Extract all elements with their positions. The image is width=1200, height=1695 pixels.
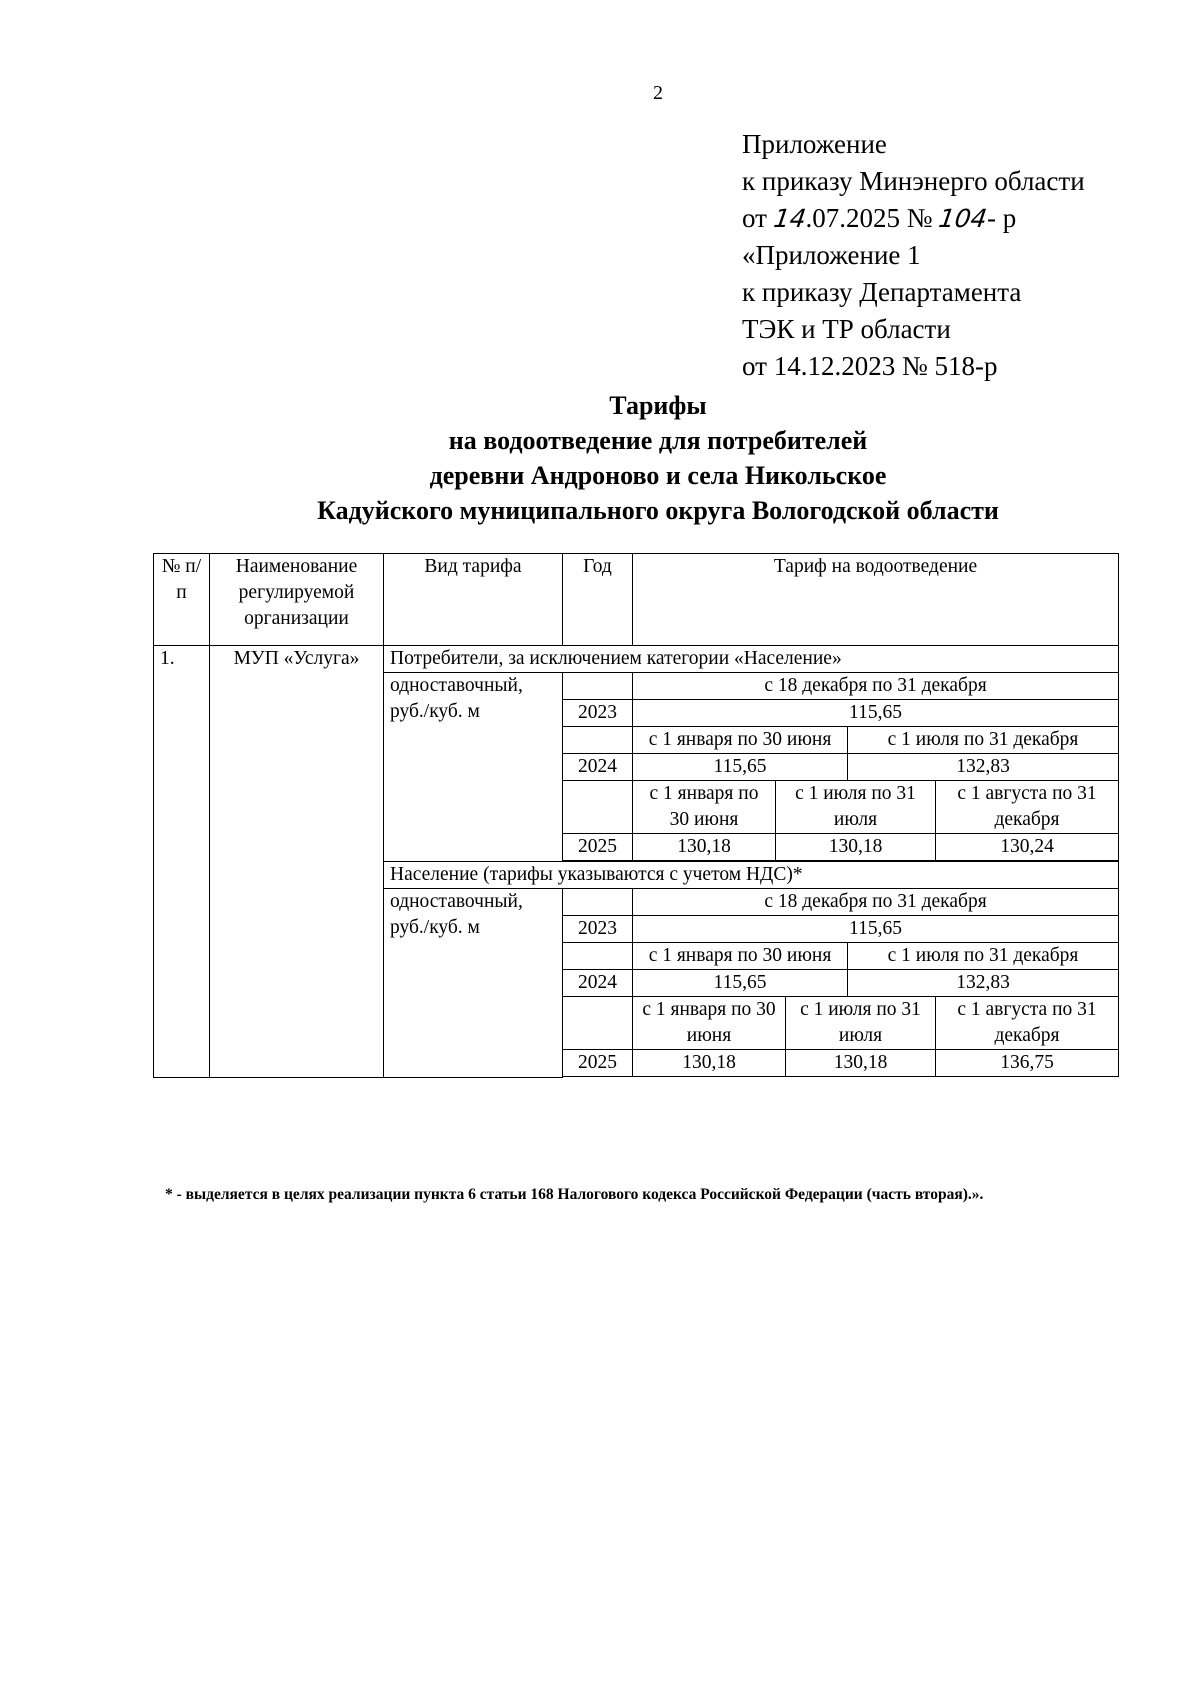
period-cell: с 1 июля по 31 декабря [848,727,1119,754]
year-cell: 2023 [563,700,633,727]
value-cell: 130,18 [786,1050,936,1077]
document-title [0,388,1200,528]
title-line: на водоотведение для потребителей [448,426,868,455]
period-cell: с 1 августа по 31 декабря [936,781,1119,834]
value-cell: 130,18 [633,1050,786,1077]
row-number: 1. [154,646,210,1078]
appendix-line: к приказу Департамента [742,277,1022,307]
handwritten-day: 14 [771,204,808,233]
category-label: Население (тарифы указываются с учетом НДС)* [384,862,1119,889]
period-cell: с 18 декабря по 31 декабря [633,889,1119,916]
header-tariff: Тариф на водоотведение [633,554,1119,646]
period-cell: с 1 июля по 31 июля [786,997,936,1050]
period-cell: с 18 декабря по 31 декабря [633,673,1119,700]
category-label: Потребители, за исключением категории «Население» [384,646,1119,673]
title-line: Тарифы [609,391,707,420]
empty-cell [563,727,633,754]
year-cell: 2023 [563,916,633,943]
empty-cell [563,781,633,834]
value-cell: 130,18 [633,834,776,861]
year-cell: 2024 [563,754,633,781]
organization-name: МУП «Услуга» [210,646,384,1078]
value-cell: 130,24 [936,834,1119,861]
handwritten-number: 104 [937,204,990,233]
appendix-text: от [742,203,774,233]
value-cell: 115,65 [633,916,1119,943]
year-cell: 2025 [563,834,633,861]
appendix-line: ТЭК и ТР области [742,314,951,344]
period-cell: с 1 июля по 31 декабря [848,943,1119,970]
empty-cell [563,997,633,1050]
appendix-line: от 14.12.2023 № 518-р [742,351,998,381]
table-header-row [154,554,1119,646]
appendix-order-line [742,200,1085,237]
value-cell: 136,75 [936,1050,1119,1077]
header-num: № п/п [154,554,210,646]
spacer-cell [563,1077,1119,1078]
appendix-block [742,126,1085,385]
year-cell: 2024 [563,970,633,997]
period-cell: с 1 января по 30 июня [633,997,786,1050]
period-cell: с 1 января по 30 июня [633,727,848,754]
title-line: Кадуйского муниципального округа Вологодской области [317,496,999,525]
period-cell: с 1 января по 30 июня [633,943,848,970]
value-cell: 115,65 [633,700,1119,727]
appendix-line: «Приложение 1 [742,240,921,270]
tariff-table [153,553,1119,1078]
header-type: Вид тарифа [384,554,563,646]
value-cell: 115,65 [633,754,848,781]
tariff-type: одноставочный, руб./куб. м [384,673,563,862]
appendix-line: к приказу Минэнерго области [742,166,1085,196]
empty-cell [563,943,633,970]
empty-cell [563,889,633,916]
header-year: Год [563,554,633,646]
value-cell: 130,18 [776,834,936,861]
period-cell: с 1 января по 30 июня [633,781,776,834]
period-cell: с 1 июля по 31 июля [776,781,936,834]
value-cell: 115,65 [633,970,848,997]
period-cell: с 1 августа по 31 декабря [936,997,1119,1050]
page-number: 2 [653,82,663,104]
title-line: деревни Андроново и села Никольское [429,461,887,490]
tariff-type: одноставочный, руб./куб. м [384,889,563,1078]
header-org: Наименование регулируемой организации [210,554,384,646]
empty-cell [563,673,633,700]
appendix-text: - р [987,203,1017,233]
table-row [154,646,1119,673]
footnote: * - выделяется в целях реализации пункта 6 статьи 168 Налогового кодекса Российской Федерации (часть вторая).». [165,1186,984,1203]
value-cell: 132,83 [848,970,1119,997]
value-cell: 132,83 [848,754,1119,781]
appendix-line: Приложение [742,129,887,159]
appendix-text: .07.2025 № [805,203,940,233]
year-cell: 2025 [563,1050,633,1077]
